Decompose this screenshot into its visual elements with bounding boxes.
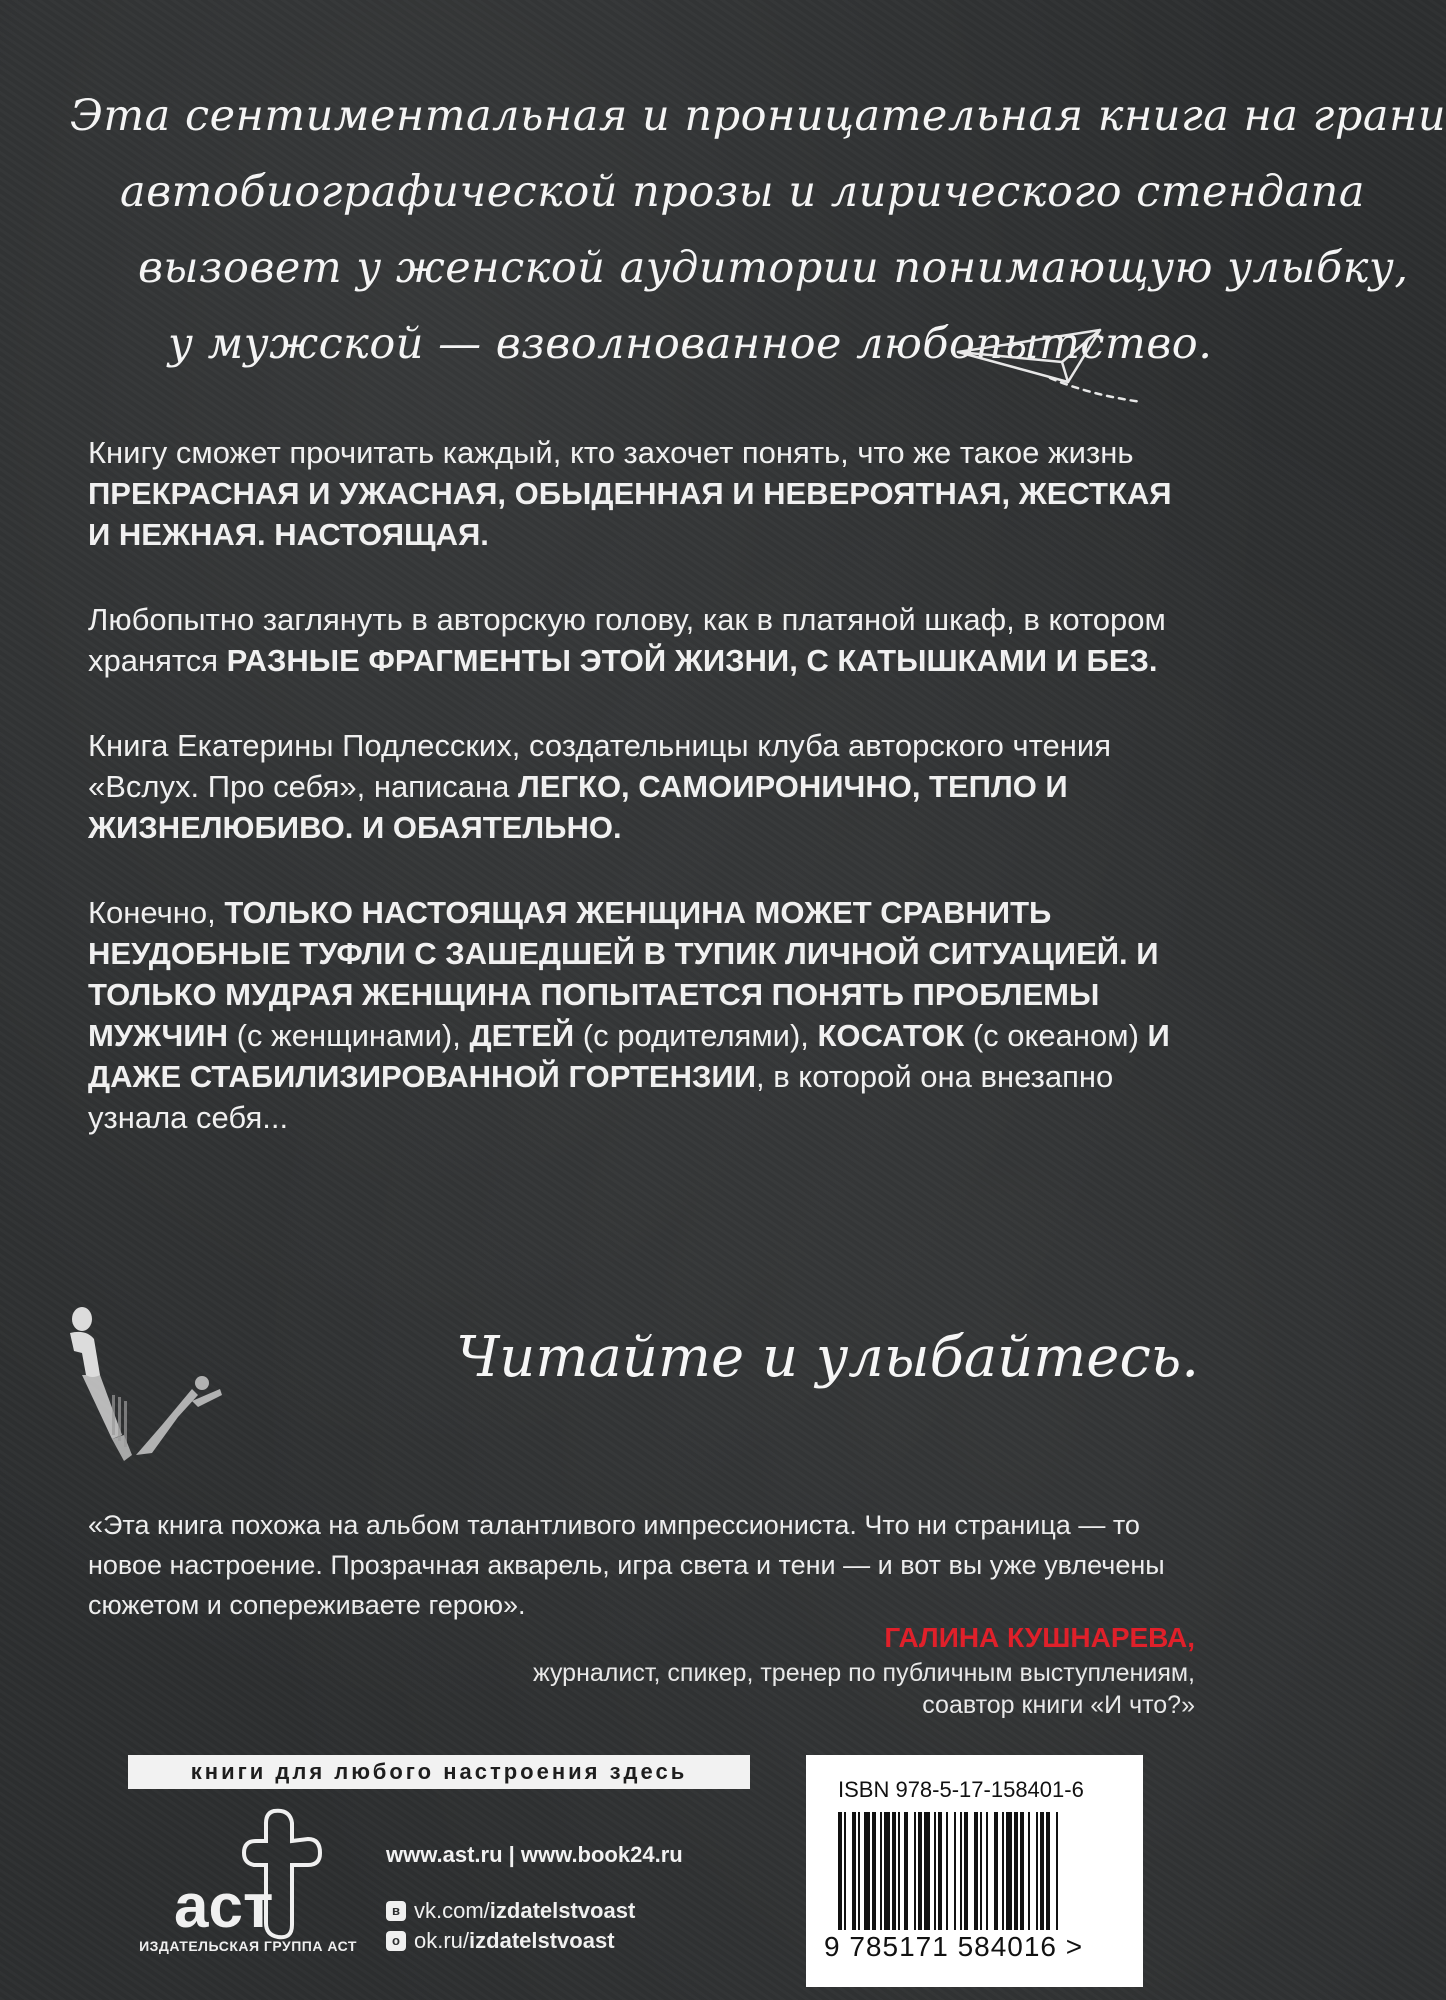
barcode-bar [904, 1812, 908, 1930]
paragraph-4-text-c: (с женщинами), [227, 1018, 470, 1053]
paragraph-1 [88, 432, 1198, 555]
footer-links [386, 1842, 683, 1956]
barcode-bar [838, 1812, 842, 1930]
barcode-bar [964, 1812, 968, 1930]
barcode-bar [974, 1812, 978, 1930]
barcode-bar [884, 1812, 890, 1930]
barcode-bar [986, 1812, 988, 1930]
isbn-digits: 9 785171 584016 > [824, 1931, 1084, 1962]
barcode-bar [872, 1812, 876, 1930]
paper-plane-icon [950, 320, 1150, 420]
isbn-label: ISBN 978-5-17-158401-6 [838, 1777, 1084, 1802]
paragraph-4-text-i: , в которой она внезапно узнала себя... [88, 1059, 1114, 1135]
barcode-bar [934, 1812, 936, 1930]
paragraph-1-emphasis: ПРЕКРАСНАЯ И УЖАСНАЯ, ОБЫДЕННАЯ И НЕВЕРОЯТНАЯ, ЖЕСТКАЯ И НЕЖНАЯ. НАСТОЯЩАЯ. [88, 476, 1172, 552]
paragraph-2 [88, 599, 1198, 681]
review-quote: «Эта книга похожа на альбом талантливого импрессиониста. Что ни страница — то новое настроение. Прозрачная акварель, игра света и тени — и вот вы уже увлечены сюжетом и сопереживаете герою». [88, 1510, 1165, 1620]
intro-line-3: вызовет у женской аудитории понимающую улыбку, [138, 243, 1409, 293]
barcode-bar [946, 1812, 948, 1930]
logo-text: аст [174, 1872, 274, 1941]
ok-prefix: ok.ru/ [414, 1928, 470, 1953]
vk-prefix: vk.com/ [414, 1898, 490, 1923]
publisher-name: ИЗДАТЕЛЬСКАЯ ГРУППА АСТ [139, 1938, 357, 1954]
ast-logo-icon [170, 1807, 330, 1947]
paragraph-4-emphasis-d: ДЕТЕЙ [469, 1018, 575, 1053]
intro-line-1: Эта сентиментальная и проницательная книга на грани [70, 91, 1446, 141]
intro-line-4: у мужской — взволнованное любопытство. [168, 319, 1213, 369]
paragraph-2-emphasis: РАЗНЫЕ ФРАГМЕНТЫ ЭТОЙ ЖИЗНИ, С КАТЫШКАМИ И БЕЗ. [226, 643, 1158, 678]
barcode-bar [858, 1812, 860, 1930]
barcode-bar [914, 1812, 916, 1930]
barcode-bar [898, 1812, 900, 1930]
paragraph-4-emphasis-h: И ДАЖЕ СТАБИЛИЗИРОВАННОЙ ГОРТЕНЗИИ [88, 1018, 1170, 1094]
paragraph-4-text-g: (с океаном) [964, 1018, 1148, 1053]
shadow-figure-icon [52, 1305, 252, 1485]
barcode-bar [1040, 1812, 1044, 1930]
intro-line-2: автобиографической прозы и лирического стендапа [120, 167, 1365, 217]
barcode-bar [1014, 1812, 1018, 1930]
paragraph-3 [88, 725, 1198, 848]
barcode-bar [980, 1812, 982, 1930]
vk-handle: izdatelstvoast [489, 1898, 636, 1923]
barcode-bar [938, 1812, 942, 1930]
paragraph-4 [88, 892, 1198, 1138]
author-role-line-1: журналист, спикер, тренер по публичным выступлениям, [532, 1659, 1195, 1687]
paragraph-1-text: Книгу сможет прочитать каждый, кто захочет понять, что же такое жизнь [88, 435, 1134, 470]
websites-link[interactable]: www.ast.ru | www.book24.ru [386, 1842, 683, 1867]
paragraph-4-emphasis-b: ТОЛЬКО НАСТОЯЩАЯ ЖЕНЩИНА МОЖЕТ СРАВНИТЬ НЕУДОБНЫЕ ТУФЛИ С ЗАШЕДШЕЙ В ТУПИК ЛИЧНОЙ СИТУАЦИЕЙ. И ТОЛЬКО МУДРАЯ ЖЕНЩИНА ПОПЫТАЕТСЯ ПОНЯТЬ ПРОБЛЕМЫ МУЖЧИН [88, 895, 1159, 1053]
barcode-bar [864, 1812, 870, 1930]
paragraph-4-emphasis-f: КОСАТОК [817, 1018, 965, 1053]
ok-handle: izdatelstvoast [469, 1928, 615, 1953]
barcode-bar [1036, 1812, 1038, 1930]
barcode-bar [1020, 1812, 1024, 1930]
paragraph-2-text: Любопытно заглянуть в авторскую голову, как в платяной шкаф, в котором хранятся [88, 602, 1166, 678]
barcode-bar [918, 1812, 922, 1930]
barcode-bar [880, 1812, 882, 1930]
barcode-bar [852, 1812, 856, 1930]
vk-link[interactable] [386, 1896, 683, 1926]
ok-icon: о [386, 1931, 406, 1951]
closing-handwritten: Читайте и улыбайтесь. [456, 1325, 1200, 1390]
author-name: ГАЛИНА КУШНАРЕВА, [884, 1622, 1195, 1653]
barcode-bar [954, 1812, 956, 1930]
barcode-bar [1056, 1812, 1058, 1930]
paragraph-3-text: Книга Екатерины Подлесских, создательницы клуба авторского чтения «Вслух. Про себя», написана [88, 728, 1111, 804]
quote-author [533, 1619, 1195, 1721]
barcode-icon [834, 1812, 1124, 1930]
isbn-barcode-box [806, 1755, 1143, 1987]
barcode-bar [924, 1812, 930, 1930]
barcode-bar [960, 1812, 962, 1930]
barcode-bar [1028, 1812, 1030, 1930]
tagline-banner: книги для любого настроения здесь [128, 1755, 750, 1789]
barcode-bar [892, 1812, 896, 1930]
paragraph-4-text-e: (с родителями), [574, 1018, 818, 1053]
barcode-bar [1006, 1812, 1012, 1930]
paragraph-3-emphasis: ЛЕГКО, САМОИРОНИЧНО, ТЕПЛО И ЖИЗНЕЛЮБИВО. И ОБАЯТЕЛЬНО. [88, 769, 1068, 845]
author-role-line-2: соавтор книги «И что?» [922, 1691, 1195, 1719]
paragraph-4-text-a: Конечно, [88, 895, 225, 930]
description-body [88, 432, 1198, 1182]
vk-icon: в [386, 1901, 406, 1921]
barcode-bar [844, 1812, 846, 1930]
barcode-bar [1046, 1812, 1050, 1930]
barcode-bar [994, 1812, 998, 1930]
ok-link[interactable] [386, 1926, 683, 1956]
barcode-bar [1002, 1812, 1004, 1930]
